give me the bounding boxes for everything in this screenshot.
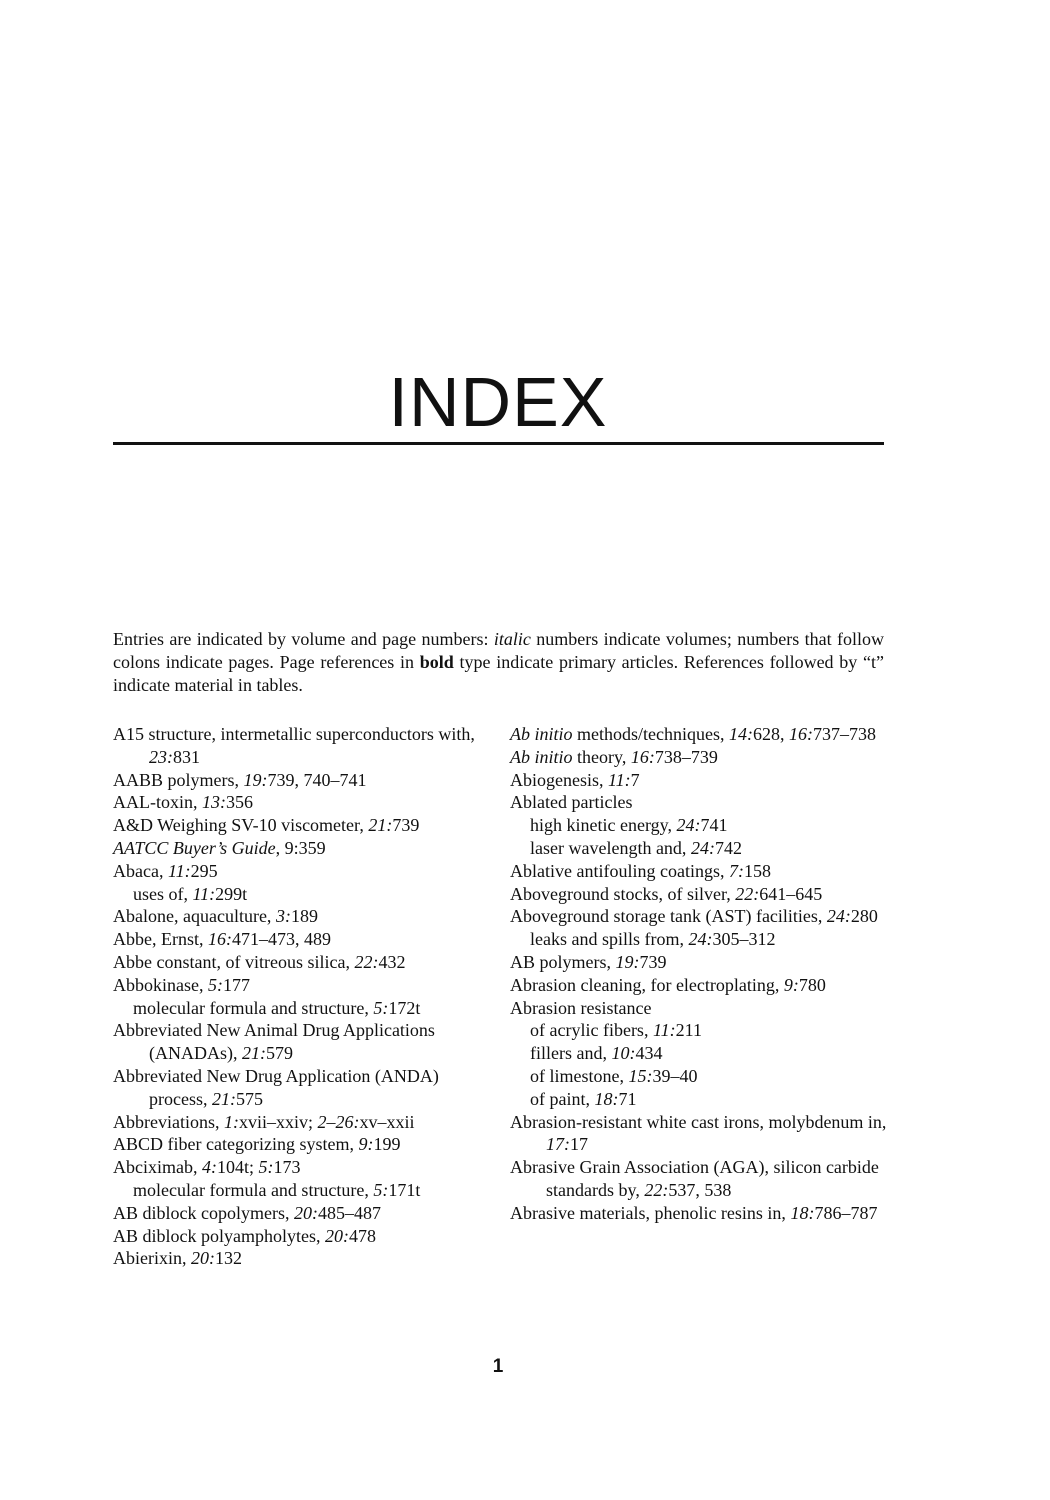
index-entry (510, 997, 890, 1020)
entry-italic-text: 5: (373, 997, 389, 1018)
entry-italic-text: 13: (202, 792, 226, 813)
entry-text: 780 (798, 974, 826, 995)
entry-text: Abrasion-resistant white cast irons, molybdenum in, (510, 1111, 887, 1132)
entry-italic-text: AATCC Buyer’s Guide (113, 837, 276, 858)
page-title: INDEX (388, 363, 608, 441)
intro-text-1: Entries are indicated by volume and page numbers: (113, 629, 494, 649)
entry-italic-text: 22: (735, 883, 760, 904)
entry-text: laser wavelength and, (530, 837, 691, 858)
entry-text: Abbe constant, of vitreous silica, (113, 951, 355, 972)
entry-text: 299t (215, 883, 248, 904)
index-entry (510, 883, 890, 906)
index-entry (113, 928, 483, 951)
index-entry (113, 905, 483, 928)
index-subentry (510, 1065, 890, 1088)
entry-text: Abciximab, (113, 1157, 202, 1178)
intro-bold-word: bold (419, 652, 454, 672)
entry-italic-text: 5: (373, 1179, 389, 1200)
entry-italic-text: 5: (258, 1157, 274, 1178)
entry-text: 17 (570, 1134, 588, 1155)
entry-italic-text: 23: (149, 746, 173, 767)
entry-italic-text: 19: (615, 951, 640, 972)
entry-text: A&D Weighing SV-10 viscometer, (113, 815, 369, 836)
index-entry (113, 1019, 483, 1065)
entry-text: , 9:359 (275, 837, 326, 858)
entry-italic-text: 22: (354, 951, 379, 972)
entry-text: 171t (388, 1179, 421, 1200)
index-entry (113, 1133, 483, 1156)
index-entry (113, 837, 483, 860)
entry-text: 738–739 (654, 746, 718, 767)
entry-italic-text: 11: (652, 1020, 676, 1041)
entry-text: Abbreviated New Drug Application (ANDA) process, (113, 1065, 439, 1109)
entry-italic-text: 9: (358, 1134, 374, 1155)
entry-italic-text: 16: (788, 724, 813, 744)
entry-italic-text: 3: (275, 906, 291, 927)
entry-text: AABB polymers, (113, 769, 244, 790)
entry-text: AB polymers, (510, 951, 616, 972)
index-entry (113, 769, 483, 792)
entry-text: of paint, (530, 1088, 595, 1109)
intro-text-2: numbers indicate volumes; numbers that follow colons indicate pages. Page references in (113, 629, 884, 672)
index-entry (113, 814, 483, 837)
index-entry (510, 974, 890, 997)
index-entry (510, 746, 890, 769)
index-entry (510, 769, 890, 792)
entry-text: Abbreviated New Animal Drug Applications (ANADAs), (113, 1020, 435, 1064)
entry-text: 177 (222, 974, 250, 995)
index-entry (113, 1111, 483, 1134)
entry-text: 305–312 (712, 929, 776, 950)
entry-italic-text: 21: (211, 1088, 236, 1109)
entry-text: 737–738 (812, 724, 876, 744)
entry-text: 739 (639, 951, 667, 972)
entry-italic-text: 21: (368, 815, 393, 836)
entry-text: Ablative antifouling coatings, (510, 860, 729, 881)
entry-text: fillers and, (530, 1043, 612, 1064)
index-subentry (113, 883, 483, 906)
entry-text: Abrasion cleaning, for electroplating, (510, 974, 784, 995)
entry-text: 7 (630, 769, 640, 790)
entry-text: A15 structure, intermetallic superconductors with, (113, 724, 475, 744)
entry-italic-text: 20: (324, 1225, 349, 1246)
entry-text: 741 (700, 815, 728, 836)
entry-text: 478 (348, 1225, 376, 1246)
entry-italic-text: 14: (728, 724, 753, 744)
index-subentry (510, 814, 890, 837)
entry-italic-text: 11: (192, 883, 216, 904)
entry-italic-text: 16: (630, 746, 655, 767)
entry-text: 641–645 (759, 883, 823, 904)
entry-text: 199 (373, 1134, 401, 1155)
index-entry (510, 723, 890, 746)
entry-text: Abbokinase, (113, 974, 208, 995)
entry-text: Abalone, aquaculture, (113, 906, 276, 927)
entry-text: Aboveground storage tank (AST) facilities, (510, 906, 827, 927)
entry-text: Abrasive Grain Association (AGA), silicon carbide standards by, (510, 1157, 879, 1200)
entry-text: AB diblock polyampholytes, (113, 1225, 325, 1246)
entry-italic-text: 24: (688, 929, 713, 950)
entry-italic-text: 18: (594, 1088, 619, 1109)
entry-italic-text: 16: (207, 929, 232, 950)
index-entry (113, 1065, 483, 1111)
entry-text: 432 (378, 951, 406, 972)
entry-italic-text: Ab initio (510, 746, 573, 767)
entry-italic-text: 21: (242, 1043, 266, 1064)
entry-italic-text: 15: (628, 1065, 653, 1086)
entry-text: uses of, (133, 883, 193, 904)
index-entry (510, 1202, 890, 1225)
entry-italic-text: 11: (167, 860, 191, 881)
entry-text: of acrylic fibers, (530, 1020, 653, 1041)
entry-text: xv–xxii (359, 1111, 415, 1132)
entry-text: 173 (273, 1157, 301, 1178)
entry-text: Abaca, (113, 860, 168, 881)
index-subentry (113, 997, 483, 1020)
entry-text: 786–787 (814, 1202, 878, 1223)
entry-text: xvii–xxiv; (238, 1111, 318, 1132)
entry-italic-text: 5: (207, 974, 223, 995)
entry-text: 471–473, 489 (231, 929, 331, 950)
entry-italic-text: 1: (223, 1111, 239, 1132)
title-rule (113, 442, 884, 445)
entry-text: Abrasion resistance (510, 997, 652, 1018)
entry-italic-text: 19: (243, 769, 268, 790)
index-subentry (510, 928, 890, 951)
index-entry (113, 951, 483, 974)
entry-text: Abrasive materials, phenolic resins in, (510, 1202, 791, 1223)
entry-text: 434 (635, 1043, 663, 1064)
index-entry (510, 1156, 890, 1202)
entry-text: 356 (226, 792, 253, 813)
index-entry (113, 1202, 483, 1225)
entry-text: 579 (266, 1043, 293, 1064)
index-entry (113, 1225, 483, 1248)
entry-text: Abbe, Ernst, (113, 929, 208, 950)
entry-italic-text: Ab initio (510, 724, 573, 744)
entry-text: AB diblock copolymers, (113, 1202, 294, 1223)
index-entry (510, 951, 890, 974)
entry-text: Abbreviations, (113, 1111, 224, 1132)
entry-text: molecular formula and structure, (133, 1179, 374, 1200)
entry-text: Abiogenesis, (510, 769, 608, 790)
entry-text: 628, (752, 724, 789, 744)
page-number: 1 (492, 1356, 504, 1377)
index-subentry (510, 1019, 890, 1042)
index-entry (113, 1247, 483, 1270)
entry-text: Aboveground stocks, of silver, (510, 883, 736, 904)
intro-italic-word: italic (493, 629, 531, 649)
entry-italic-text: 20: (191, 1248, 215, 1269)
entry-italic-text: 24: (690, 837, 715, 858)
entry-italic-text: 17: (546, 1134, 570, 1155)
entry-text: 295 (190, 860, 218, 881)
index-subentry (510, 837, 890, 860)
index-column-right (510, 723, 890, 1225)
entry-text: methods/techniques, (572, 724, 729, 744)
index-entry (510, 1111, 890, 1157)
entry-text: Abierixin, (113, 1248, 191, 1269)
index-subentry (510, 1042, 890, 1065)
entry-text: AAL-toxin, (113, 792, 202, 813)
index-entry (113, 723, 483, 769)
entry-text: 485–487 (317, 1202, 381, 1223)
entry-text: of limestone, (530, 1065, 629, 1086)
entry-text: 132 (215, 1248, 242, 1269)
entry-text: 71 (618, 1088, 637, 1109)
entry-italic-text: 24: (826, 906, 851, 927)
index-entry (510, 860, 890, 883)
entry-italic-text: 7: (728, 860, 744, 881)
index-column-left (113, 723, 483, 1270)
entry-italic-text: 2–26: (317, 1111, 360, 1132)
index-entry (113, 974, 483, 997)
entry-text: high kinetic energy, (530, 815, 677, 836)
entry-text: 537, 538 (668, 1179, 732, 1200)
index-intro-paragraph (113, 628, 884, 697)
index-subentry (510, 1088, 890, 1111)
entry-italic-text: 22: (644, 1179, 669, 1200)
entry-italic-text: 10: (611, 1043, 636, 1064)
intro-text-3: type indicate primary articles. References followed by “t” indicate material in tables. (113, 652, 884, 695)
index-entry (510, 791, 890, 814)
index-entry (113, 860, 483, 883)
entry-text: Ablated particles (510, 792, 633, 813)
entry-italic-text: 20: (293, 1202, 318, 1223)
entry-text: 189 (290, 906, 318, 927)
entry-italic-text: 11: (608, 769, 631, 790)
entry-text: 211 (675, 1020, 702, 1041)
entry-italic-text: 24: (676, 815, 701, 836)
entry-text: 739, 740–741 (267, 769, 367, 790)
entry-text: ABCD fiber categorizing system, (113, 1134, 359, 1155)
entry-italic-text: 9: (783, 974, 799, 995)
entry-text: 831 (173, 746, 200, 767)
entry-text: 104t; (216, 1157, 259, 1178)
entry-text: 39–40 (652, 1065, 698, 1086)
entry-text: 280 (850, 906, 878, 927)
entry-text: 158 (743, 860, 771, 881)
entry-text: theory, (572, 746, 631, 767)
index-entry (113, 1156, 483, 1179)
index-entry (510, 905, 890, 928)
entry-text: leaks and spills from, (530, 929, 689, 950)
entry-text: 742 (714, 837, 742, 858)
entry-text: 575 (235, 1088, 263, 1109)
entry-text: 739 (392, 815, 420, 836)
entry-text: molecular formula and structure, (133, 997, 374, 1018)
index-entry (113, 791, 483, 814)
entry-text: 172t (388, 997, 421, 1018)
entry-italic-text: 18: (790, 1202, 815, 1223)
index-subentry (113, 1179, 483, 1202)
entry-italic-text: 4: (201, 1157, 217, 1178)
